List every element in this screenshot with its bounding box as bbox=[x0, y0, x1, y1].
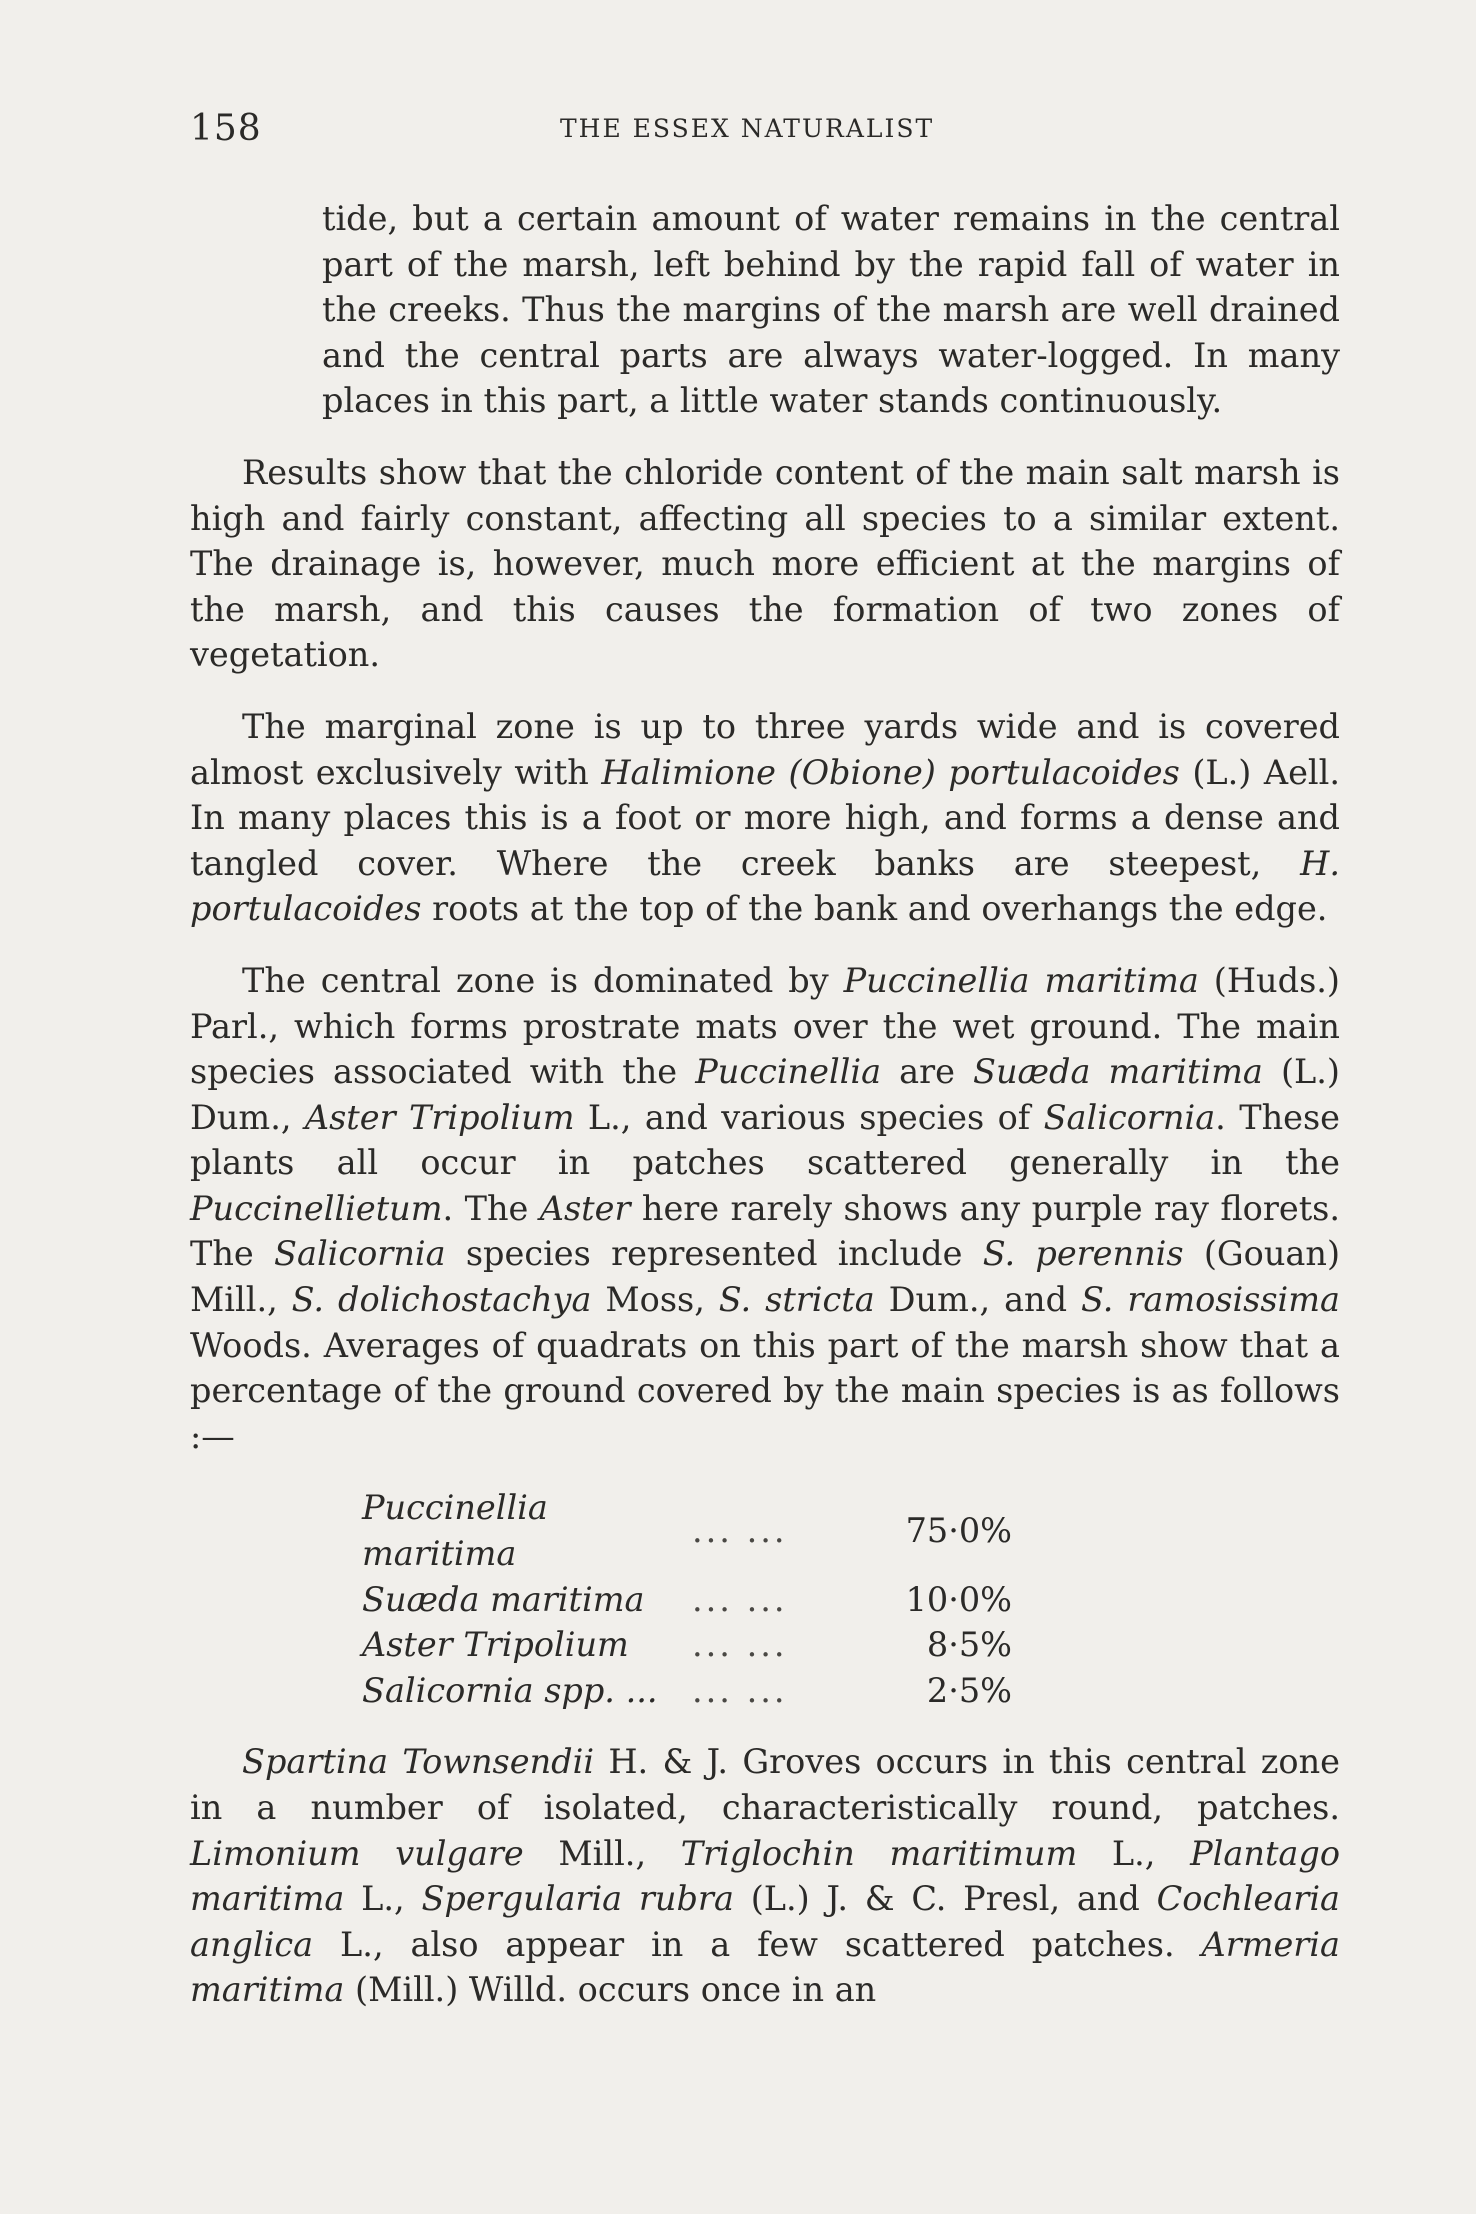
paragraph-text: species represented include bbox=[445, 1234, 983, 1274]
paragraph-text: (L.) Aell. In many places this is a foot or more high, and forms a dense and tangled cover. Where the creek banks are steepest, bbox=[190, 752, 1340, 883]
paragraph-text: Mill., bbox=[523, 1833, 681, 1873]
paragraph-text: L., also appear in a few scattered patches. bbox=[313, 1924, 1202, 1964]
paragraph-text: Dum., and bbox=[874, 1280, 1081, 1320]
running-head bbox=[190, 108, 1340, 158]
leader-dots: ... ... bbox=[692, 1511, 788, 1551]
species-name: S. ramosissima bbox=[1081, 1280, 1340, 1320]
species-name: Puccinellietum bbox=[190, 1188, 443, 1228]
species-name: Aster bbox=[539, 1188, 631, 1228]
paragraph-text: (Gouan) Mill., bbox=[190, 1234, 1341, 1320]
species-name: Halimione (Obione) portulacoides bbox=[601, 752, 1180, 792]
paragraph-text: L., and various species of bbox=[574, 1097, 1044, 1137]
paragraph-4 bbox=[190, 958, 1340, 1460]
species-name: Spartina Townsendii bbox=[242, 1742, 595, 1782]
paragraph-text: H. & J. Groves occurs in this central zone in a number of isolated, characteristically round, patches. bbox=[190, 1742, 1340, 1827]
body-text bbox=[190, 196, 1340, 2013]
leader-dots: ... ... bbox=[692, 1579, 788, 1619]
species-name-cell: Salicornia spp. ... bbox=[362, 1670, 658, 1710]
species-name-cell: Puccinellia maritima bbox=[362, 1488, 548, 1574]
species-name-cell: Suæda maritima bbox=[362, 1579, 645, 1619]
species-name: H. portulacoides bbox=[190, 843, 1340, 929]
species-name: Puccinellia maritima bbox=[843, 960, 1199, 1000]
paragraph-text: (Huds.) Parl., which forms prostrate mats over the wet ground. The main species associated with the bbox=[190, 960, 1340, 1092]
paragraph-text: (L.) J. & C. Presl, and bbox=[733, 1879, 1157, 1919]
paragraph-text: (L.) Dum., bbox=[190, 1052, 1340, 1137]
paragraph-3 bbox=[190, 704, 1340, 932]
paragraph-text: L., bbox=[344, 1879, 422, 1919]
paragraph-text: . The bbox=[442, 1188, 540, 1228]
page-number: 158 bbox=[190, 108, 262, 149]
leader-dots: ... ... bbox=[692, 1670, 788, 1710]
species-name-cell: Aster Tripolium bbox=[362, 1625, 629, 1665]
table-row bbox=[362, 1577, 1012, 1623]
species-name: Limonium vulgare bbox=[190, 1833, 524, 1873]
percentage-cell: 8·5% bbox=[926, 1625, 1012, 1665]
table-row bbox=[362, 1668, 1012, 1714]
paragraph-text: roots at the top of the bank and overhangs the edge. bbox=[421, 889, 1328, 929]
species-name: Plantago maritima bbox=[190, 1833, 1340, 1919]
paragraph-text: L., bbox=[1077, 1833, 1191, 1873]
species-name: Spergularia rubra bbox=[421, 1879, 734, 1919]
percentage-cell: 75·0% bbox=[905, 1511, 1012, 1551]
paragraph-text: The marginal zone is up to three yards wide and is covered almost exclusively with bbox=[190, 706, 1340, 792]
paragraph-text: Woods. Averages of quadrats on this part of the marsh show that a percentage of the ground covered by the main species is as follows :— bbox=[190, 1325, 1340, 1456]
paragraph-text: (Mill.) Willd. occurs once in an bbox=[344, 1970, 877, 2010]
species-name: Suæda maritima bbox=[973, 1052, 1263, 1092]
species-name: Armeria maritima bbox=[190, 1924, 1340, 2010]
species-name: Salicornia bbox=[1043, 1097, 1216, 1137]
table-row bbox=[362, 1485, 1012, 1576]
species-name: Aster Tripolium bbox=[304, 1097, 575, 1137]
paragraph-text: tide, but a certain amount of water remains in the central part of the marsh, left behind by the rapid fall of water in the creeks. Thus the margins of the marsh are well drained and the central parts are always water-logged. In many places in this part, a little water stands continuously. bbox=[322, 199, 1340, 421]
species-name: Triglochin maritimum bbox=[680, 1833, 1078, 1873]
journal-title: THE ESSEX NATURALIST bbox=[560, 114, 935, 143]
species-name: Salicornia bbox=[274, 1234, 446, 1274]
species-name: S. perennis bbox=[982, 1234, 1184, 1274]
species-name: S. stricta bbox=[718, 1280, 875, 1320]
paragraph-text: Moss, bbox=[591, 1280, 719, 1320]
species-name: Puccinellia bbox=[695, 1052, 882, 1092]
paragraph-2 bbox=[190, 450, 1340, 678]
percentage-cell: 10·0% bbox=[905, 1579, 1012, 1619]
paragraph-text: are bbox=[881, 1052, 974, 1092]
paragraph-text: here rarely shows any purple ray florets. The bbox=[190, 1188, 1340, 1274]
paragraph-text: . These plants all occur in patches scattered generally in the bbox=[190, 1097, 1340, 1183]
paragraph-5 bbox=[190, 1739, 1340, 2013]
paragraph-1 bbox=[190, 196, 1340, 424]
species-coverage-table bbox=[362, 1485, 1012, 1713]
species-name: S. dolichostachya bbox=[291, 1280, 592, 1320]
paragraph-text: Results show that the chloride content of the main salt marsh is high and fairly constant, affecting all species to a similar extent. The drainage is, however, much more efficient at the margins of the marsh, and this causes the formation of two zones of vegetation. bbox=[190, 452, 1340, 675]
paragraph-text: The central zone is dominated by bbox=[242, 960, 844, 1000]
percentage-cell: 2·5% bbox=[926, 1670, 1012, 1710]
species-name: Cochlearia anglica bbox=[190, 1879, 1341, 1964]
table-row bbox=[362, 1622, 1012, 1668]
leader-dots: ... ... bbox=[692, 1625, 788, 1665]
